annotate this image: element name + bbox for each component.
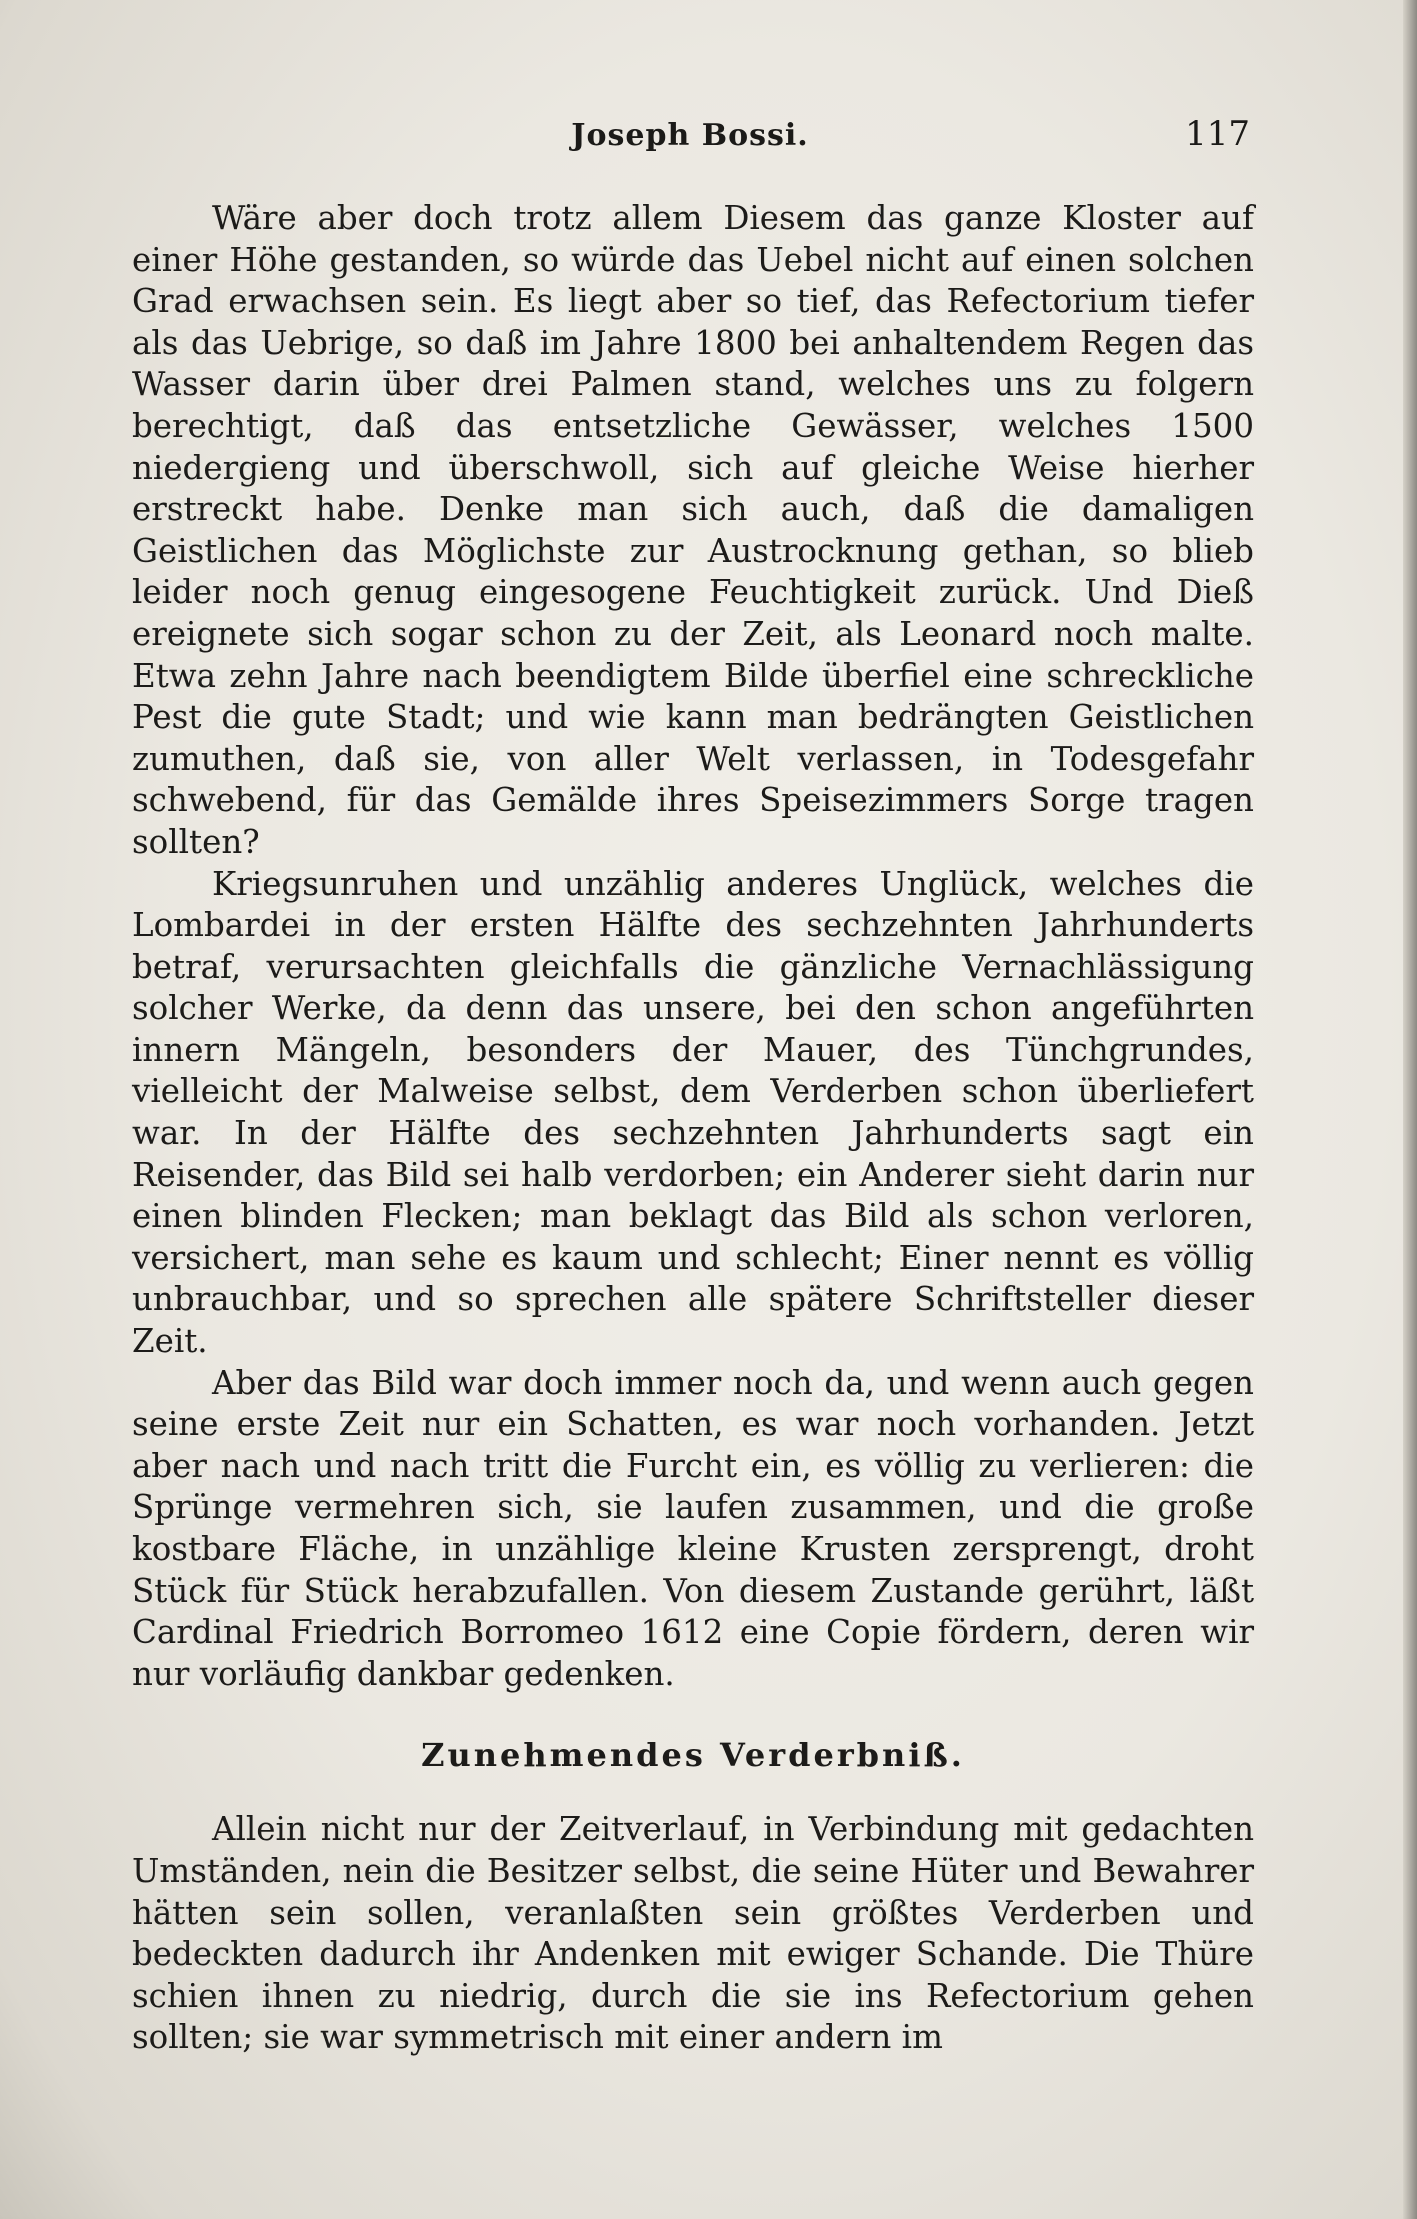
- page-header: [130, 112, 1250, 162]
- paragraph-3: Aber das Bild war doch immer noch da, und wenn auch gegen seine erste Zeit nur ein Schatten, es war noch vorhanden. Jetzt aber nach und nach tritt die Furcht ein, es völlig zu verlieren: die Sprünge vermehren sich, sie laufen zusammen, und die große kostbare Fläche, in unzählige kleine Krusten zersprengt, droht Stück für Stück herabzufallen. Von diesem Zustande gerührt, läßt Cardinal Friedrich Borromeo 1612 eine Copie fördern, deren wir nur vorläufig dankbar gedenken.: [132, 1363, 1254, 1693]
- page-number: 117: [1185, 114, 1250, 154]
- paragraph-1: Wäre aber doch trotz allem Diesem das ganze Kloster auf einer Höhe gestanden, so würde das Uebel nicht auf einen solchen Grad erwachsen sein. Es liegt aber so tief, das Refectorium tiefer als das Uebrige, so daß im Jahre 1800 bei anhaltendem Regen das Wasser darin über drei Palmen stand, welches uns zu folgern berechtigt, daß das entsetzliche Gewässer, welches 1500 niedergieng und überschwoll, sich auf gleiche Weise hierher erstreckt habe. Denke man sich auch, daß die damaligen Geistlichen das Möglichste zur Austrocknung gethan, so blieb leider noch genug eingesogene Feuchtigkeit zurück. Und Dieß ereignete sich sogar schon zu der Zeit, als Leonard noch malte. Etwa zehn Jahre nach beendigtem Bilde überfiel eine schreckliche Pest die gute Stadt; und wie kann man bedrängten Geistlichen zumuthen, daß sie, von aller Welt verlassen, in Todesgefahr schwebend, für das Gemälde ihres Speisezimmers Sorge tragen sollten?: [132, 199, 1254, 861]
- paragraph-4: Allein nicht nur der Zeitverlauf, in Verbindung mit gedachten Umständen, nein die Besitzer selbst, die seine Hüter und Bewahrer hätten sein sollen, veranlaßten sein größtes Verderben und bedeckten dadurch ihr Andenken mit ewiger Schande. Die Thüre schien ihnen zu niedrig, durch die sie ins Refectorium gehen sollten; sie war symmetrisch mit einer andern im: [132, 1810, 1254, 2057]
- body-text: [132, 198, 1254, 2059]
- section-heading: Zunehmendes Verderbniß.: [421, 1736, 965, 1775]
- running-title: Joseph Bossi.: [571, 118, 809, 153]
- paragraph-2: Kriegsunruhen und unzählig anderes Unglück, welches die Lombardei in der ersten Hälfte des sechzehnten Jahrhunderts betraf, verursachten gleichfalls die gänzliche Vernachlässigung solcher Werke, da denn das unsere, bei den schon angeführten innern Mängeln, besonders der Mauer, des Tünchgrundes, vielleicht der Malweise selbst, dem Verderben schon überliefert war. In der Hälfte des sechzehnten Jahrhunderts sagt ein Reisender, das Bild sei halb verdorben; ein Anderer sieht darin nur einen blinden Flecken; man beklagt das Bild als schon verloren, versichert, man sehe es kaum und schlecht; Einer nennt es völlig unbrauchbar, und so sprechen alle spätere Schriftsteller dieser Zeit.: [132, 864, 1254, 1361]
- page-edge-shadow: [1403, 0, 1417, 2219]
